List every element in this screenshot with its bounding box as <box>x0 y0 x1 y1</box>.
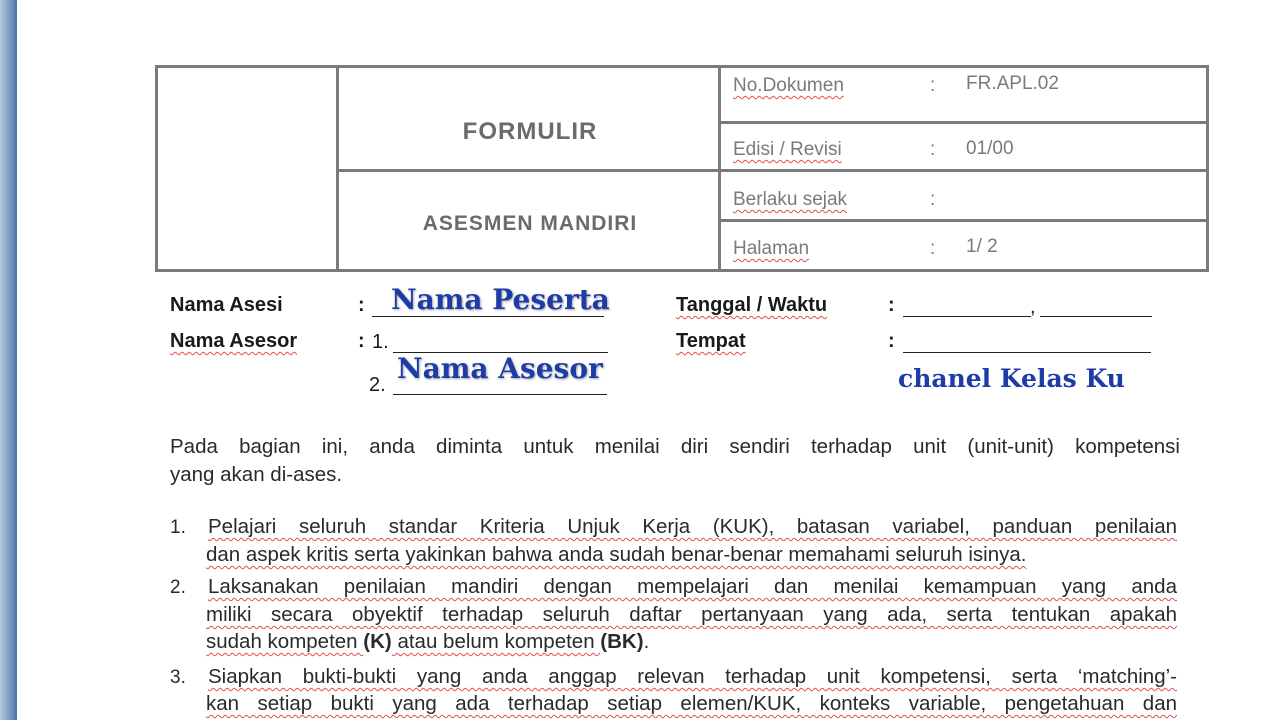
meta-label-no-dokumen: No.Dokumen <box>733 75 844 96</box>
header-table: FORMULIR ASESMEN MANDIRI No.Dokumen : FR.APL.02 Edisi / Revisi : 01/00 Berlaku sejak : Halaman : 1/ 2 <box>155 65 1209 272</box>
instruction-2: Laksanakan penilaian mandiri dengan mempelajari dan menilai kemampuan yang anda <box>208 575 1177 598</box>
channel-watermark: chanel Kelas Ku <box>898 364 1125 393</box>
meta-label-halaman: Halaman <box>733 238 810 259</box>
nama-asesi-label: Nama Asesi <box>170 294 283 316</box>
instruction-3: Siapkan bukti-bukti yang anda anggap relevan terhadap unit kompetensi, serta ‘matching’- <box>208 665 1177 688</box>
meta-value-halaman: 1/ 2 <box>966 236 998 257</box>
form-title: FORMULIR <box>462 118 598 145</box>
meta-value-edisi: 01/00 <box>966 138 1014 159</box>
meta-label-edisi: Edisi / Revisi <box>733 139 842 160</box>
document-page: FORMULIR ASESMEN MANDIRI No.Dokumen : FR.APL.02 Edisi / Revisi : 01/00 Berlaku sejak : Halaman : 1/ 2 Nama Asesi Nama Asesor : : 1. 2. Tanggal / Waktu Tempat : : , Nama Peserta Nama Asesor chanel Kelas Ku Pada bagian ini, anda diminta untuk menilai diri sendiri terhadap unit (unit-unit) kompetensi yang akan di-ases. 1. Pelajari seluruh standar Kriteria Unjuk Kerja (KUK), batasan variabel, panduan penilaian dan aspek kritis serta yakinkan bahwa anda sudah benar-benar memahami seluruh isinya. 2. Laksanakan penilaian mandiri dengan mempelajari dan menilai kemampuan yang anda miliki secara obyektif terhadap seluruh daftar pertanyaan yang ada, serta tentukan apakah sudah kompeten (K) atau belum kompeten (BK). 3. Siapkan bukti-bukti yang anda anggap relevan terhadap unit kompetensi, serta ‘matching’- kan setiap bukti yang ada terhadap setiap elemen/KUK, konteks variable, pengetahuan dan <box>17 0 1280 720</box>
tanggal-blank[interactable] <box>903 316 1031 317</box>
overlay-nama-peserta: Nama Peserta <box>391 283 610 316</box>
nama-asesi-blank[interactable] <box>372 316 604 317</box>
meta-label-berlaku: Berlaku sejak <box>733 189 848 210</box>
nama-asesor-2-blank[interactable] <box>393 394 607 395</box>
meta-value-no-dokumen: FR.APL.02 <box>966 73 1059 94</box>
waktu-blank[interactable] <box>1040 316 1152 317</box>
overlay-nama-asesor: Nama Asesor <box>397 352 603 385</box>
instruction-1: Pelajari seluruh standar Kriteria Unjuk Kerja (KUK), batasan variabel, panduan penilaian <box>208 515 1177 538</box>
tempat-label: Tempat <box>676 330 746 352</box>
tempat-blank[interactable] <box>903 352 1151 353</box>
window-left-edge <box>0 0 17 720</box>
intro-paragraph: Pada bagian ini, anda diminta untuk menilai diri sendiri terhadap unit (unit-unit) kompetensi yang akan di-ases. <box>170 435 1180 486</box>
tanggal-waktu-label: Tanggal / Waktu <box>676 294 828 316</box>
nama-asesor-label: Nama Asesor <box>170 330 298 352</box>
form-subtitle: ASESMEN MANDIRI <box>422 212 638 235</box>
